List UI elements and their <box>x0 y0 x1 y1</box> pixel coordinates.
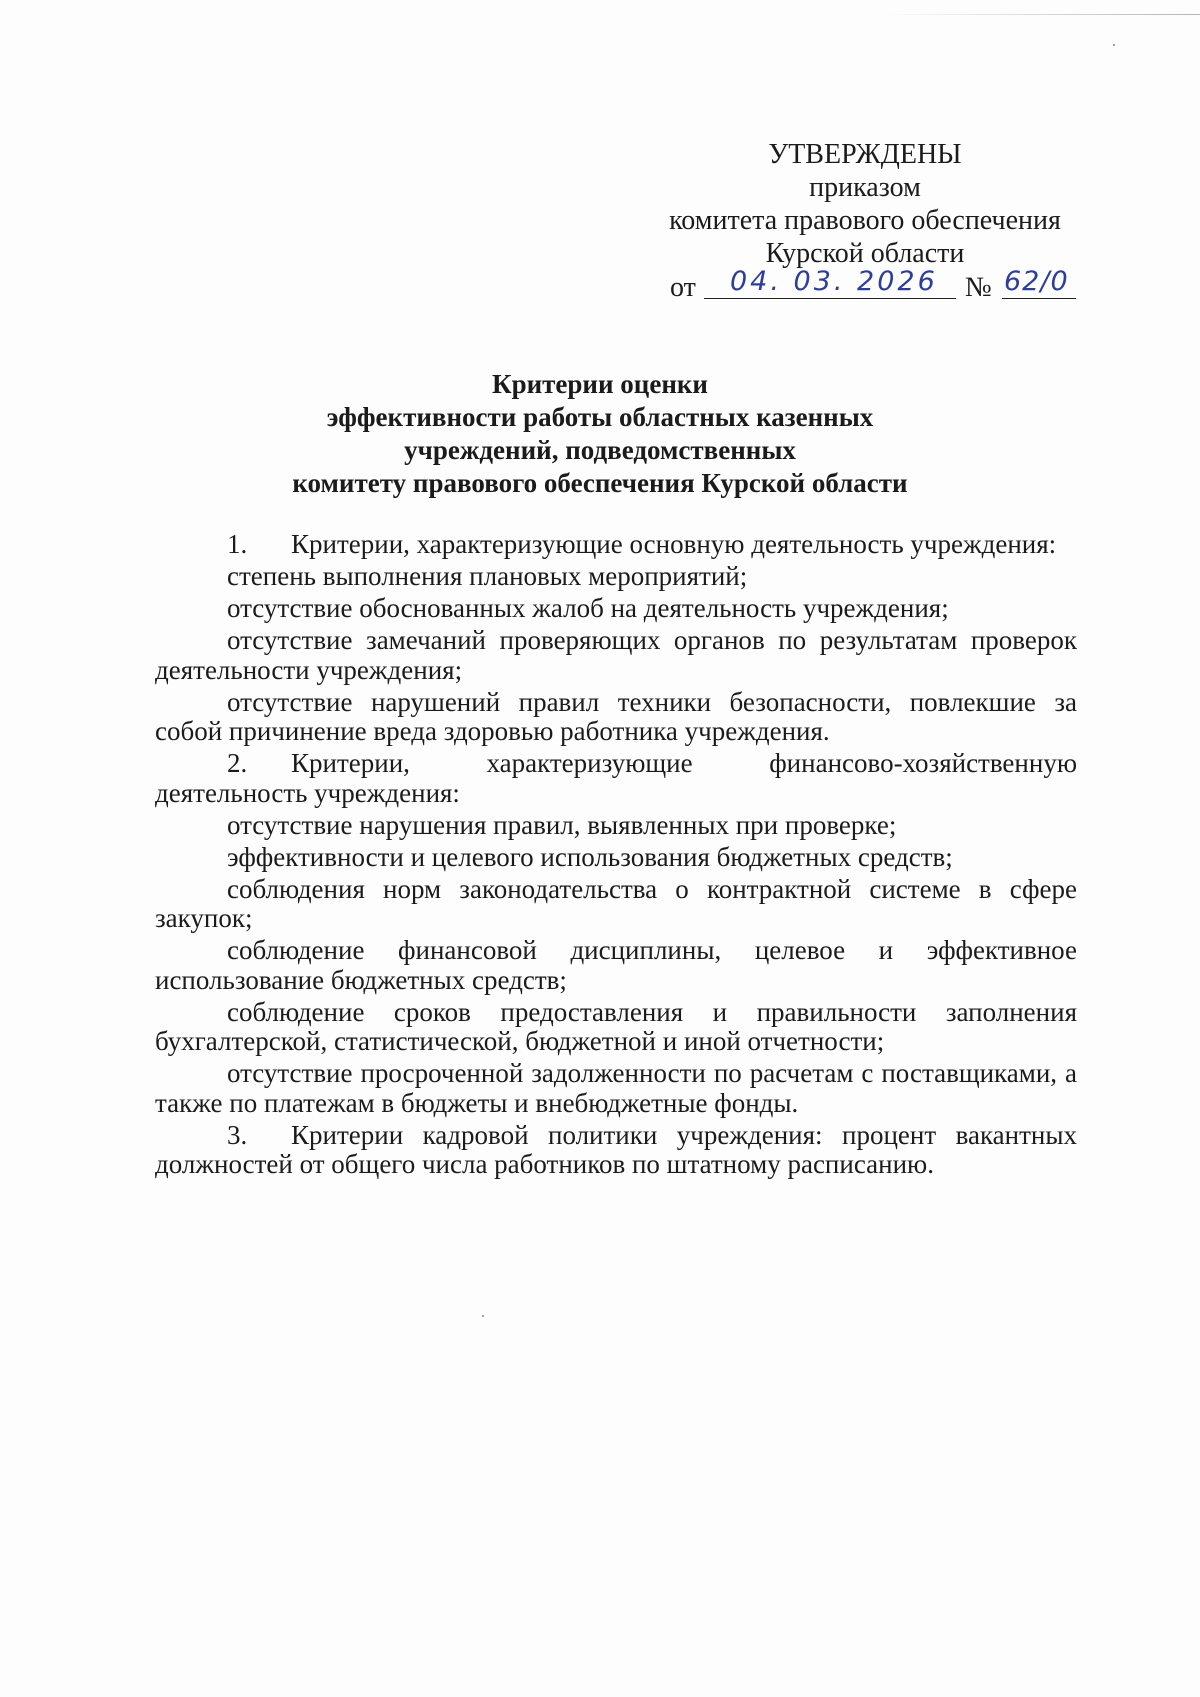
criterion-heading <box>155 1121 1077 1180</box>
criterion-number: 1. <box>227 529 248 559</box>
criterion-heading-text: Критерии кадровой политики учреждения: процент вакантных должностей от общего числа работников по штатному расписанию. <box>155 1119 1077 1179</box>
date-underline <box>704 298 956 299</box>
criterion-heading <box>155 749 1077 808</box>
criterion-item: отсутствие нарушения правил, выявленных при проверке; <box>227 809 897 840</box>
criterion-item: соблюдения норм законодательства о контрактной системе в сфере закупок; <box>155 873 1077 933</box>
title-line: комитету правового обеспечения Курской области <box>292 468 908 498</box>
approval-region: Курской области <box>765 238 965 269</box>
number-underline <box>1002 298 1076 299</box>
criterion-item: степень выполнения плановых мероприятий; <box>227 561 748 591</box>
handwritten-date: 04. 03. 2026 <box>730 266 938 297</box>
criterion-item: соблюдение сроков предоставления и правильности заполнения бухгалтерской, статистической, бюджетной и иной отчетности; <box>155 996 1077 1056</box>
criterion-item: отсутствие замечаний проверяющих органов по результатам проверок деятельности учреждения; <box>155 625 1077 685</box>
order-date-number-line <box>670 268 1090 308</box>
criterion-item: соблюдение финансовой дисциплины, целевое и эффективное использование бюджетных средств; <box>155 935 1077 995</box>
criterion-item: отсутствие просроченной задолженности по расчетам с поставщиками, а также по платежам в бюджеты и внебюджетные фонды. <box>155 1058 1077 1118</box>
approval-committee: комитета правового обеспечения <box>669 205 1061 236</box>
approval-order-word: приказом <box>809 172 921 203</box>
criterion-heading-text: Критерии, характеризующие основную деятельность учреждения: <box>291 529 1057 559</box>
document-title <box>230 368 970 500</box>
criterion-heading-text: Критерии, характеризующие финансово-хозяйственную деятельность учреждения: <box>155 748 1077 808</box>
number-sign: № <box>965 272 992 303</box>
criterion-item: отсутствие обоснованных жалоб на деятельность учреждения; <box>227 593 949 623</box>
criterion-number: 3. <box>227 1119 248 1150</box>
criterion-heading <box>155 530 1077 560</box>
title-line: Критерии оценки <box>492 369 708 399</box>
approval-heading: УТВЕРЖДЕНЫ <box>768 139 962 170</box>
approval-stamp-block <box>640 138 1090 270</box>
scan-speck <box>482 1315 484 1317</box>
title-line: учреждений, подведомственных <box>404 435 796 465</box>
criteria-body <box>155 530 1077 1182</box>
scan-speck <box>1113 44 1115 46</box>
criterion-item: эффективности и целевого использования бюджетных средств; <box>227 841 953 872</box>
handwritten-number: 62/0 <box>1004 266 1069 297</box>
criterion-item: отсутствие нарушений правил техники безопасности, повлекшие за собой причинение вреда здоровью работника учреждения. <box>155 686 1077 746</box>
criterion-number: 2. <box>227 748 248 778</box>
scan-edge-line <box>880 14 1200 15</box>
from-label: от <box>670 272 696 303</box>
title-line: эффективности работы областных казенных <box>326 402 874 432</box>
